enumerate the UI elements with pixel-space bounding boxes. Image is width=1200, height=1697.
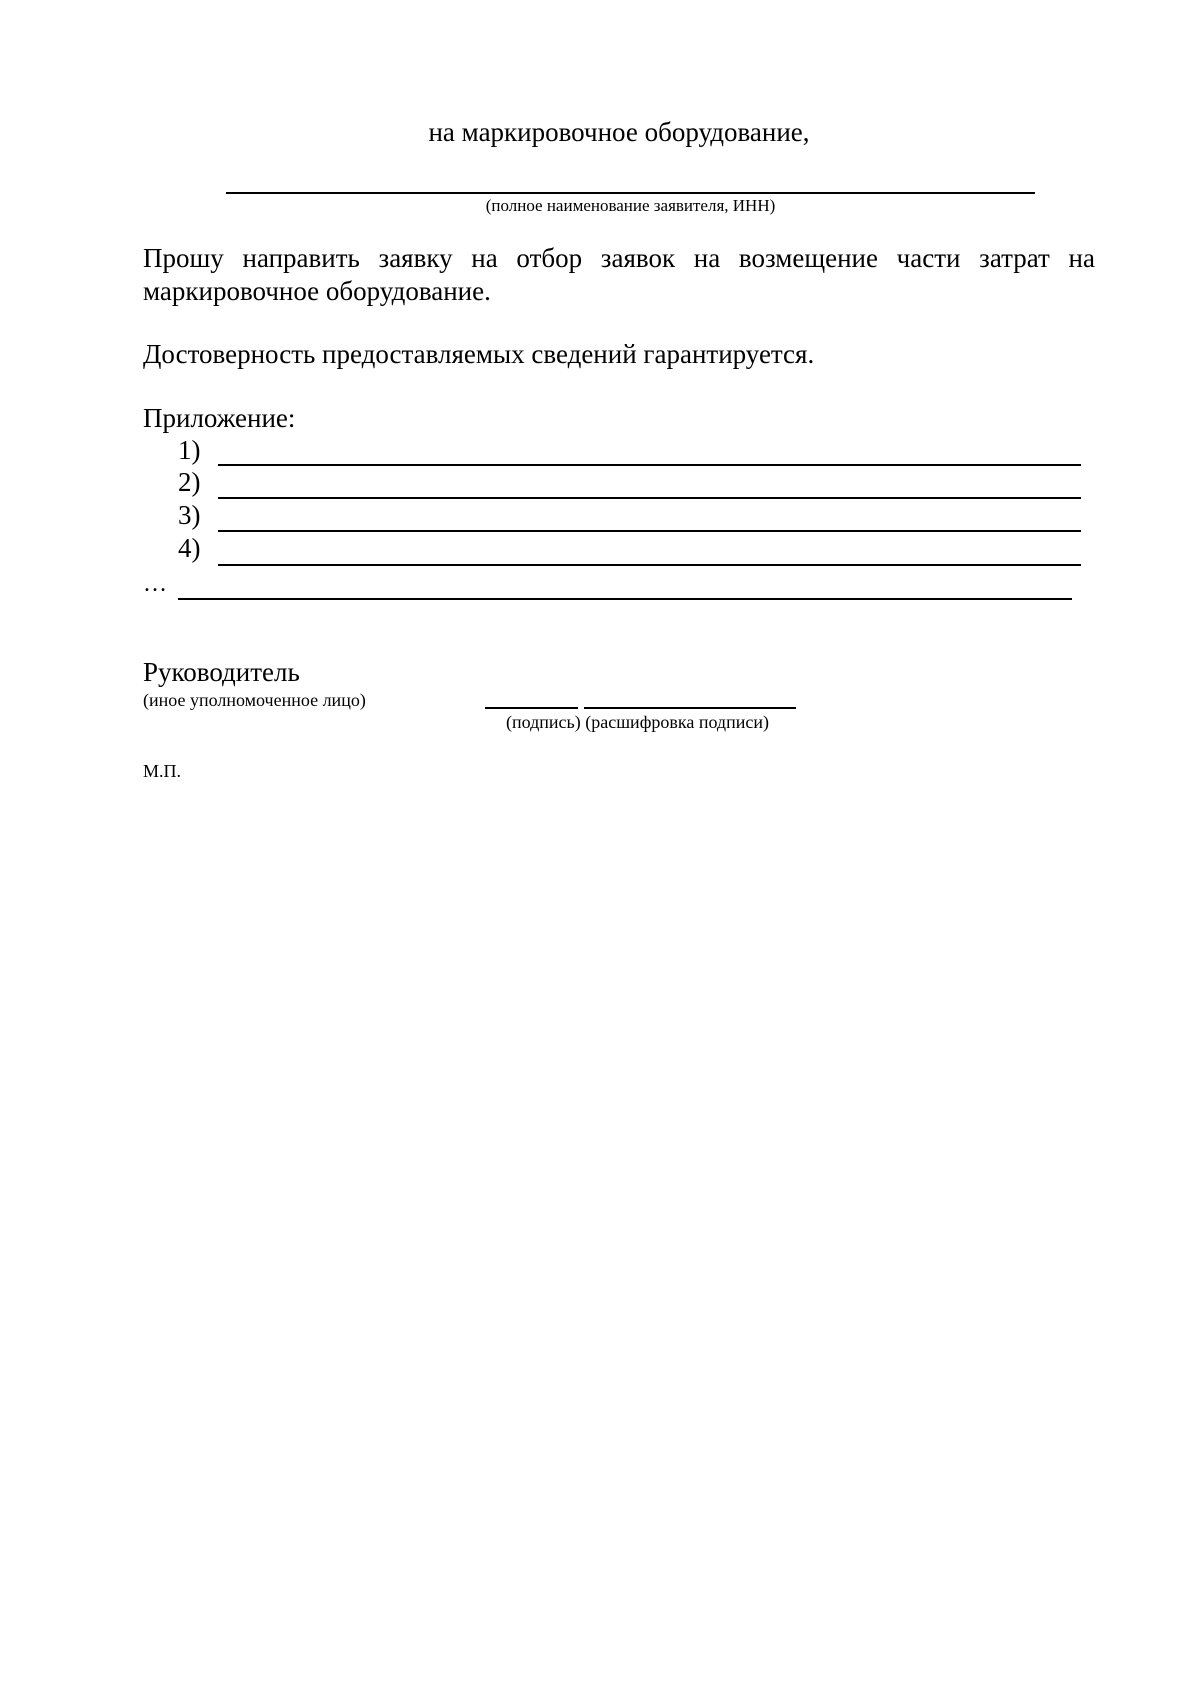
attachment-line-2[interactable]: [218, 497, 1081, 499]
attachment-number-2: 2): [178, 467, 201, 497]
attachment-number-1: 1): [178, 435, 201, 465]
applicant-name-caption: (полное наименование заявителя, ИНН): [485, 196, 776, 215]
attachment-line-4[interactable]: [218, 564, 1081, 566]
attachment-line-more[interactable]: [178, 598, 1072, 600]
document-heading: на маркировочное оборудование,: [428, 117, 810, 147]
attachment-line-3[interactable]: [218, 530, 1081, 532]
attachment-ellipsis: …: [143, 571, 167, 597]
attachment-number-4: 4): [178, 533, 201, 563]
attachments-title: Приложение:: [143, 403, 296, 433]
head-title: Руководитель: [143, 657, 300, 687]
signature-decryption-line[interactable]: [584, 707, 796, 709]
applicant-name-field-line[interactable]: [226, 192, 1035, 194]
stamp-place-label: М.П.: [143, 761, 182, 781]
head-subtitle: (иное уполномоченное лицо): [143, 690, 366, 710]
attachment-number-3: 3): [178, 500, 201, 530]
request-paragraph: Прошу направить заявку на отбор заявок на возмещение части затрат на маркировочное оборудование.: [143, 243, 1095, 306]
guarantee-paragraph: Достоверность предоставляемых сведений гарантируется.: [143, 339, 815, 369]
attachment-line-1[interactable]: [218, 464, 1081, 466]
signature-caption: (подпись) (расшифровка подписи): [506, 712, 769, 732]
signature-line[interactable]: [485, 707, 578, 709]
